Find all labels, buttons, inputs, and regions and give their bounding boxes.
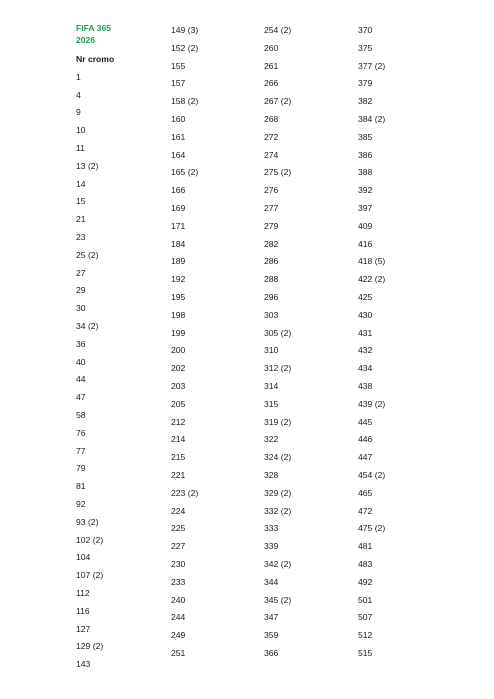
sticker-number: 342 (2) xyxy=(264,558,292,569)
sticker-number: 240 xyxy=(171,594,186,605)
sticker-number: 202 xyxy=(171,363,186,374)
sticker-number: 345 (2) xyxy=(264,594,292,605)
sticker-number: 432 xyxy=(358,345,373,356)
sticker-number: 333 xyxy=(264,523,279,534)
sticker-number: 274 xyxy=(264,149,279,160)
sticker-number: 384 (2) xyxy=(358,113,386,124)
sticker-number: 430 xyxy=(358,309,373,320)
sticker-number: 143 xyxy=(76,659,91,670)
sticker-number: 332 (2) xyxy=(264,505,292,516)
sticker-number: 10 xyxy=(76,125,86,136)
sticker-number: 169 xyxy=(171,202,186,213)
sticker-number: 203 xyxy=(171,380,186,391)
sticker-number: 275 (2) xyxy=(264,167,292,178)
sticker-number: 272 xyxy=(264,131,279,142)
sticker-number: 377 (2) xyxy=(358,60,386,71)
sticker-number: 112 xyxy=(76,587,90,598)
sticker-number: 158 (2) xyxy=(171,96,199,107)
sticker-number: 249 xyxy=(171,630,186,641)
sticker-number: 13 (2) xyxy=(76,160,99,171)
sticker-number: 386 xyxy=(358,149,373,160)
sticker-number: 233 xyxy=(171,576,186,587)
sticker-number: 329 (2) xyxy=(264,487,292,498)
sticker-number: 155 xyxy=(171,60,186,71)
column-4 xyxy=(358,22,448,663)
sticker-number: 195 xyxy=(171,291,186,302)
sticker-number: 157 xyxy=(171,78,186,89)
sticker-number: 434 xyxy=(358,363,373,374)
sticker-number: 305 (2) xyxy=(264,327,292,338)
sticker-number: 324 (2) xyxy=(264,452,292,463)
sticker-number: 288 xyxy=(264,274,279,285)
sticker-number: 29 xyxy=(76,285,86,296)
sticker-number: 15 xyxy=(76,196,86,207)
sticker-number: 92 xyxy=(76,498,86,509)
sticker-number: 223 (2) xyxy=(171,487,199,498)
sticker-number: 214 xyxy=(171,434,186,445)
sticker-number: 199 xyxy=(171,327,186,338)
sticker-number: 314 xyxy=(264,380,279,391)
sticker-number: 322 xyxy=(264,434,279,445)
sticker-number: 286 xyxy=(264,256,279,267)
sticker-number: 344 xyxy=(264,576,279,587)
sticker-number: 447 xyxy=(358,452,373,463)
column-2-cells xyxy=(171,22,261,663)
sticker-number: 225 xyxy=(171,523,186,534)
sticker-number: 21 xyxy=(76,214,86,225)
column-2 xyxy=(171,22,261,663)
sticker-number: 251 xyxy=(171,647,186,658)
sticker-number: 260 xyxy=(264,42,279,53)
sticker-number: 379 xyxy=(358,78,373,89)
sticker-number: 44 xyxy=(76,374,86,385)
sticker-number: 370 xyxy=(358,25,373,35)
sticker-number: 34 (2) xyxy=(76,320,99,331)
sticker-number: 388 xyxy=(358,167,373,178)
sticker-number: 11 xyxy=(76,142,85,153)
sticker-number: 23 xyxy=(76,231,86,242)
sticker-number: 375 xyxy=(358,42,373,53)
sticker-number: 79 xyxy=(76,463,86,474)
sticker-number: 266 xyxy=(264,78,279,89)
sticker-number: 244 xyxy=(171,612,186,623)
sticker-number: 104 xyxy=(76,552,91,563)
sticker-number: 166 xyxy=(171,185,186,196)
sticker-number: 409 xyxy=(358,220,373,231)
sticker-number: 431 xyxy=(358,327,373,338)
sticker-number: 481 xyxy=(358,541,373,552)
sticker-number: 184 xyxy=(171,238,186,249)
sticker-number: 107 (2) xyxy=(76,570,104,581)
sticker-number: 303 xyxy=(264,309,279,320)
document-title-line-2: 2026 xyxy=(76,35,96,45)
sticker-number: 192 xyxy=(171,274,186,285)
sticker-number: 227 xyxy=(171,541,186,552)
sticker-number: 200 xyxy=(171,345,186,356)
sticker-number: 416 xyxy=(358,238,373,249)
sticker-number: 224 xyxy=(171,505,186,516)
sticker-number: 93 (2) xyxy=(76,516,99,527)
sticker-number: 4 xyxy=(76,89,81,100)
sticker-number: 164 xyxy=(171,149,186,160)
sticker-number: 81 xyxy=(76,481,86,492)
sticker-number: 261 xyxy=(264,60,279,71)
column-3 xyxy=(264,22,354,663)
sticker-number: 254 (2) xyxy=(264,25,292,35)
sticker-number: 454 (2) xyxy=(358,469,386,480)
sticker-number: 267 (2) xyxy=(264,96,292,107)
sticker-number: 515 xyxy=(358,647,373,658)
sticker-number: 359 xyxy=(264,630,279,641)
sticker-number: 198 xyxy=(171,309,186,320)
sticker-number: 102 (2) xyxy=(76,534,104,545)
sticker-number: 268 xyxy=(264,113,279,124)
sticker-number: 512 xyxy=(358,630,373,641)
sticker-number: 382 xyxy=(358,96,373,107)
sticker-number: 418 (5) xyxy=(358,256,386,267)
sticker-number: 397 xyxy=(358,202,373,213)
sticker-number: 152 (2) xyxy=(171,42,199,53)
sticker-number: 58 xyxy=(76,409,86,420)
sticker-number: 165 (2) xyxy=(171,167,199,178)
sticker-number: 507 xyxy=(358,612,373,623)
sticker-number: 328 xyxy=(264,469,279,480)
sticker-number: 27 xyxy=(76,267,86,278)
sticker-number: 296 xyxy=(264,291,279,302)
sticker-number: 14 xyxy=(76,178,86,189)
sticker-number: 129 (2) xyxy=(76,641,104,652)
sticker-number: 438 xyxy=(358,380,373,391)
column-header: Nr cromo xyxy=(76,54,115,64)
column-4-cells xyxy=(358,22,448,663)
sticker-number: 439 (2) xyxy=(358,398,386,409)
sticker-number: 30 xyxy=(76,303,86,314)
sticker-number: 40 xyxy=(76,356,86,367)
sticker-number: 445 xyxy=(358,416,373,427)
sticker-number: 25 (2) xyxy=(76,249,99,260)
sticker-number: 212 xyxy=(171,416,186,427)
sticker-number: 221 xyxy=(171,469,186,480)
sticker-number: 312 (2) xyxy=(264,363,292,374)
sticker-number: 339 xyxy=(264,541,279,552)
sticker-number: 230 xyxy=(171,558,186,569)
sticker-number: 171 xyxy=(171,220,186,231)
sticker-number: 492 xyxy=(358,576,373,587)
column-3-cells xyxy=(264,22,354,663)
sticker-number: 205 xyxy=(171,398,186,409)
sticker-number: 215 xyxy=(171,452,186,463)
column-1-cells xyxy=(76,69,166,674)
sticker-number: 319 (2) xyxy=(264,416,292,427)
sticker-number: 116 xyxy=(76,605,90,616)
sticker-number: 282 xyxy=(264,238,279,249)
sticker-number: 149 (3) xyxy=(171,25,199,35)
sticker-number: 425 xyxy=(358,291,373,302)
sticker-number: 465 xyxy=(358,487,373,498)
sticker-number: 9 xyxy=(76,107,81,118)
sticker-number: 189 xyxy=(171,256,186,267)
sticker-number: 501 xyxy=(358,594,373,605)
sticker-number: 36 xyxy=(76,338,86,349)
sticker-number: 475 (2) xyxy=(358,523,386,534)
sticker-number: 279 xyxy=(264,220,279,231)
sticker-number: 347 xyxy=(264,612,279,623)
sticker-number: 366 xyxy=(264,647,279,658)
sticker-number: 315 xyxy=(264,398,279,409)
sticker-number: 385 xyxy=(358,131,373,142)
sticker-number: 127 xyxy=(76,623,91,634)
sticker-number: 77 xyxy=(76,445,86,456)
sticker-number: 277 xyxy=(264,202,279,213)
sticker-number: 76 xyxy=(76,427,86,438)
sticker-number: 483 xyxy=(358,558,373,569)
sticker-number: 472 xyxy=(358,505,373,516)
sticker-number: 1 xyxy=(76,71,81,82)
sticker-number: 276 xyxy=(264,185,279,196)
sticker-number: 392 xyxy=(358,185,373,196)
column-1 xyxy=(76,22,166,674)
document-title-line-1: FIFA 365 xyxy=(76,23,112,33)
sticker-number: 161 xyxy=(171,131,186,142)
sticker-number: 47 xyxy=(76,392,86,403)
sticker-number: 160 xyxy=(171,113,186,124)
sticker-number: 310 xyxy=(264,345,279,356)
sticker-number: 422 (2) xyxy=(358,274,386,285)
sticker-number: 446 xyxy=(358,434,373,445)
